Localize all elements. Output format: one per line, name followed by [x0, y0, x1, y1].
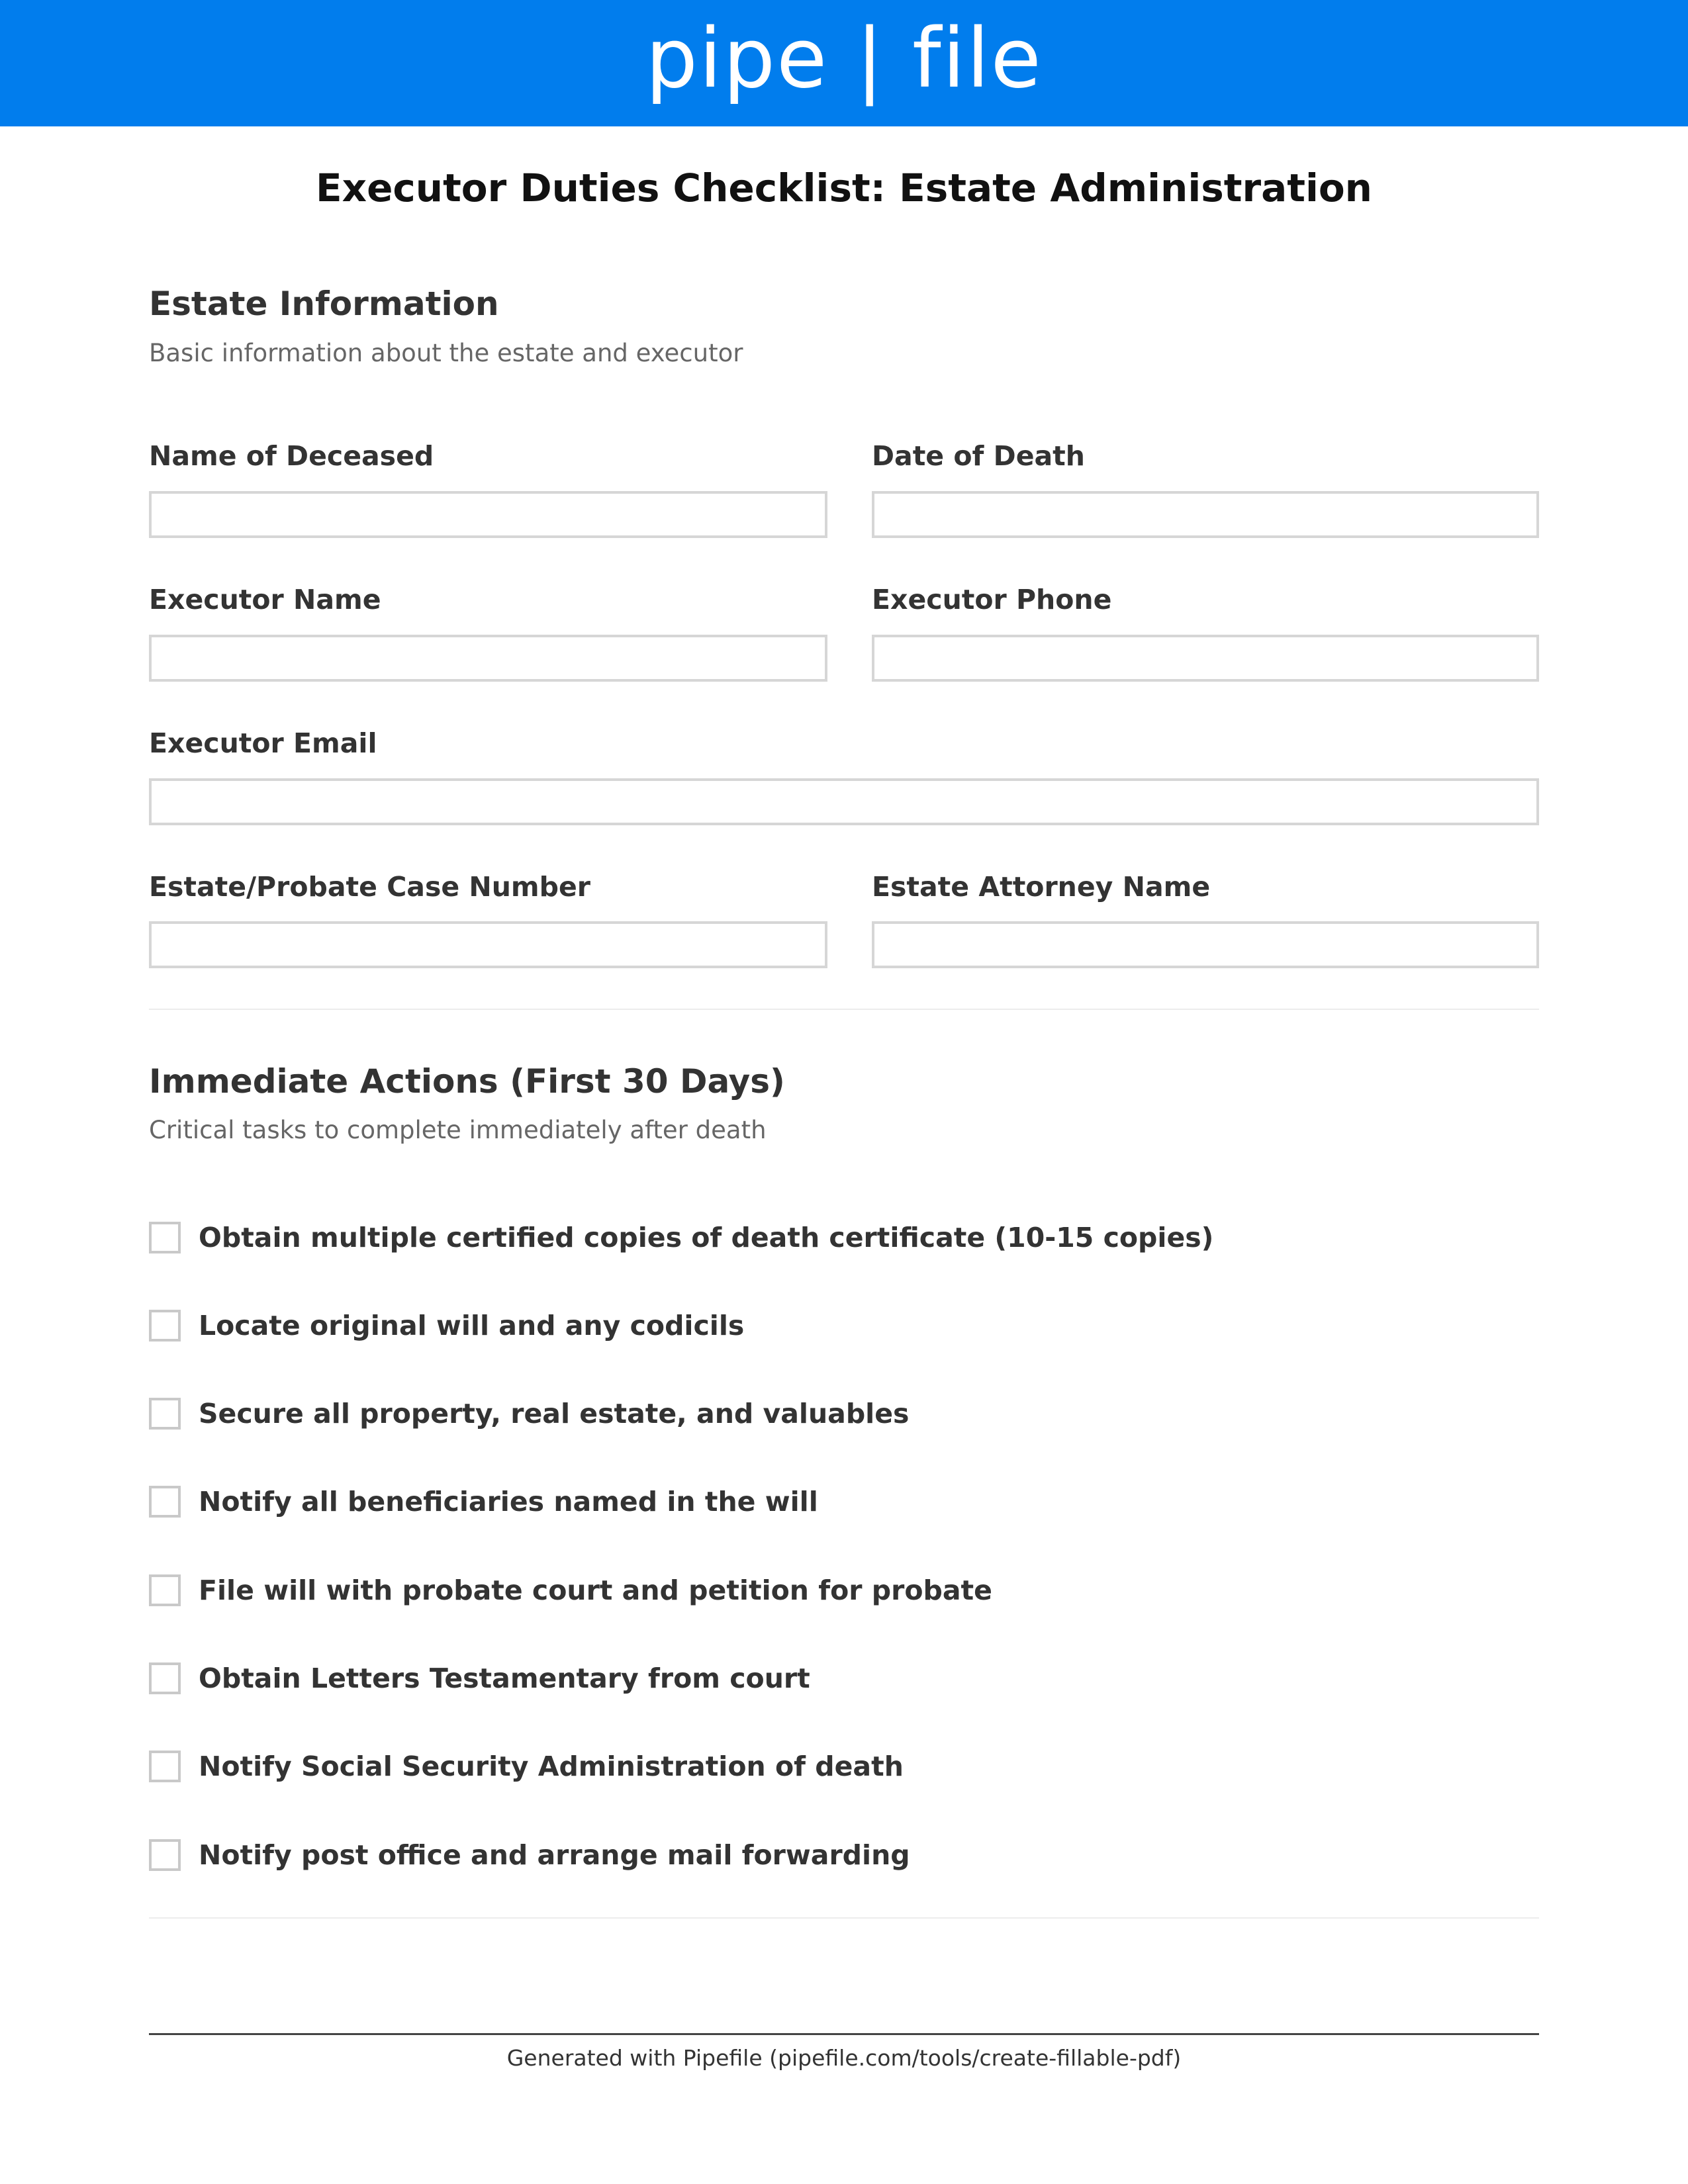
executor-name-label: Executor Name [149, 584, 381, 615]
checkbox[interactable] [149, 1222, 181, 1253]
executor-phone-label: Executor Phone [872, 584, 1112, 615]
checklist-item-label: File will with probate court and petition for probate [199, 1574, 992, 1606]
section-divider [149, 1917, 1539, 1919]
checklist-item-label: Obtain multiple certified copies of death certificate (10-15 copies) [199, 1222, 1214, 1253]
attorney-name-field[interactable] [872, 921, 1539, 968]
checklist-item[interactable] [149, 1219, 1213, 1256]
checklist-item[interactable] [149, 1837, 910, 1874]
footer-rule [149, 2033, 1539, 2035]
checkbox[interactable] [149, 1486, 181, 1518]
checklist-item-label: Obtain Letters Testamentary from court [199, 1662, 810, 1694]
section-description-immediate-actions: Critical tasks to complete immediately after death [149, 1116, 767, 1144]
document-title: Executor Duties Checklist: Estate Administration [316, 165, 1372, 210]
checkbox[interactable] [149, 1398, 181, 1430]
executor-phone-field[interactable] [872, 635, 1539, 682]
section-description-estate-information: Basic information about the estate and executor [149, 339, 743, 367]
date-of-death-field[interactable] [872, 491, 1539, 538]
checkbox[interactable] [149, 1662, 181, 1694]
case-number-label: Estate/Probate Case Number [149, 871, 591, 903]
date-of-death-label: Date of Death [872, 440, 1085, 472]
checkbox[interactable] [149, 1574, 181, 1606]
name-of-deceased-field[interactable] [149, 491, 827, 538]
checkbox[interactable] [149, 1751, 181, 1782]
checklist-item-label: Secure all property, real estate, and valuables [199, 1398, 910, 1430]
checklist-item[interactable] [149, 1572, 992, 1609]
section-divider [149, 1009, 1539, 1010]
checkbox[interactable] [149, 1310, 181, 1342]
footer-text: Generated with Pipefile (pipefile.com/tools/create-fillable-pdf) [506, 2045, 1182, 2071]
section-title-immediate-actions: Immediate Actions (First 30 Days) [149, 1062, 785, 1101]
executor-email-field[interactable] [149, 778, 1539, 825]
name-of-deceased-label: Name of Deceased [149, 440, 434, 472]
checklist-item-label: Notify Social Security Administration of death [199, 1751, 904, 1782]
checklist-item-label: Locate original will and any codicils [199, 1310, 745, 1342]
checklist-item[interactable] [149, 1307, 744, 1344]
case-number-field[interactable] [149, 921, 827, 968]
executor-name-field[interactable] [149, 635, 827, 682]
brand-logo: pipe | file [645, 11, 1043, 107]
checkbox[interactable] [149, 1839, 181, 1871]
section-title-estate-information: Estate Information [149, 285, 499, 323]
attorney-name-label: Estate Attorney Name [872, 871, 1211, 903]
checklist-item[interactable] [149, 1748, 904, 1785]
executor-email-label: Executor Email [149, 727, 377, 759]
checklist-item[interactable] [149, 1660, 810, 1697]
checklist-item[interactable] [149, 1483, 818, 1520]
checklist-item-label: Notify post office and arrange mail forwarding [199, 1839, 910, 1871]
checklist-item[interactable] [149, 1395, 909, 1432]
checklist-item-label: Notify all beneficiaries named in the will [199, 1486, 818, 1518]
